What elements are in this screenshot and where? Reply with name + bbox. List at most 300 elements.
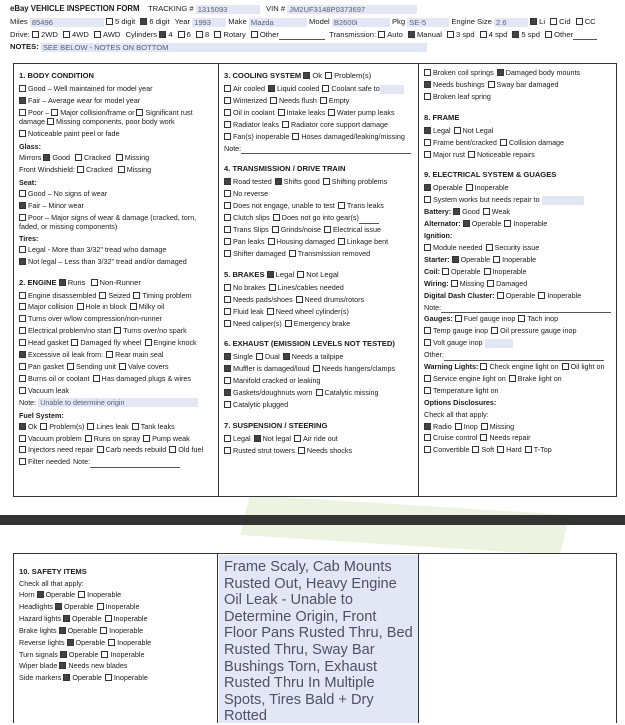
make-label: Make (228, 17, 247, 26)
radiator-leaks-checkbox[interactable] (224, 121, 231, 128)
cooling-ok-checkbox[interactable] (303, 72, 310, 79)
rusted-towers-checkbox[interactable] (224, 447, 231, 454)
frame-bent-label: Frame bent/cracked (433, 137, 497, 147)
column-frame-electrical (418, 64, 616, 496)
lines-cables-label: Lines/cables needed (277, 282, 344, 292)
radiator-support-label: Radiator core support damage (290, 119, 389, 129)
oil-light-checkbox[interactable] (562, 363, 569, 370)
wiring-missing-label: Missing (459, 278, 485, 288)
tracking-field[interactable]: 1315093 (196, 5, 260, 14)
hoses-checkbox[interactable] (292, 133, 299, 140)
exhaust-single-checkbox[interactable] (224, 353, 231, 360)
brakes-legal-checkbox[interactable] (267, 271, 274, 278)
brake-lights-operable-checkbox[interactable] (59, 627, 66, 634)
needs-drums-label: Need drums/rotors (304, 294, 365, 304)
engine-title: 2. ENGINE (19, 277, 57, 287)
old-fuel-checkbox[interactable] (169, 446, 176, 453)
trans-electrical-checkbox[interactable] (324, 226, 331, 233)
radio-label: Radio (433, 421, 452, 431)
year-label: Year (174, 17, 190, 26)
side-markers-label: Side markers (19, 673, 62, 683)
filter-needed-checkbox[interactable] (19, 458, 26, 465)
road-tested-label: Road tested (233, 177, 272, 187)
security-issue-checkbox[interactable] (486, 244, 493, 251)
horn-label: Horn (19, 590, 35, 599)
no-brakes-checkbox[interactable] (224, 284, 231, 291)
suspension-legal-checkbox[interactable] (224, 435, 231, 442)
body-good-checkbox[interactable] (19, 85, 26, 92)
volt-gauge-checkbox[interactable] (424, 339, 431, 346)
turn-operable-label: Operable (68, 649, 99, 659)
mirrors-cracked-checkbox[interactable] (75, 154, 82, 161)
manifold-label: Manifold cracked or leaking (233, 376, 321, 386)
engine-nonrunner-label: Non-Runner (99, 277, 141, 287)
needs-flush-checkbox[interactable] (270, 97, 277, 104)
ignition-label: Ignition: (424, 231, 453, 241)
shifts-good-checkbox[interactable] (275, 178, 282, 185)
trans-other-checkbox[interactable] (545, 31, 552, 38)
oil-pressure-checkbox[interactable] (491, 327, 498, 334)
fuel-problems-checkbox[interactable] (40, 423, 47, 430)
trans-slips-checkbox[interactable] (224, 226, 231, 233)
housing-damaged-checkbox[interactable] (268, 238, 275, 245)
tires-notlegal-label: Not legal – Less than 3/32" tread and/or damaged (28, 256, 187, 266)
brake-lights-inoperable-label: Inoperable (109, 625, 144, 635)
needs-hangers-checkbox[interactable] (313, 365, 320, 372)
engine-knock-checkbox[interactable] (145, 339, 152, 346)
catalytic-plugged-checkbox[interactable] (224, 401, 231, 408)
oil-leak-checkbox[interactable] (19, 351, 26, 358)
no-reverse-label: No reverse (233, 189, 269, 199)
wiring-missing-checkbox[interactable] (451, 280, 458, 287)
seized-checkbox[interactable] (99, 292, 106, 299)
hazard-operable-checkbox[interactable] (63, 615, 70, 622)
mirrors-good-checkbox[interactable] (43, 154, 50, 161)
tach-inop-checkbox[interactable] (518, 315, 525, 322)
needs-pads-checkbox[interactable] (224, 296, 231, 303)
brake-lights-inoperable-checkbox[interactable] (100, 627, 107, 634)
drive-awd-checkbox[interactable] (94, 31, 101, 38)
windshield-cracked-checkbox[interactable] (77, 166, 84, 173)
seat-fair-label: Fair – Minor wear (28, 200, 84, 210)
horn-operable-label: Operable (45, 590, 76, 599)
need-caliper-label: Need caliper(s) (233, 318, 282, 328)
broken-coil-checkbox[interactable] (424, 69, 431, 76)
broken-leaf-checkbox[interactable] (424, 93, 431, 100)
lines-cables-checkbox[interactable] (269, 284, 276, 291)
body-poor-row (19, 108, 213, 127)
head-gasket-label: Head gasket (28, 338, 69, 348)
liquid-cooled-checkbox[interactable] (268, 85, 275, 92)
alternator-inoperable-checkbox[interactable] (504, 220, 511, 227)
side-markers-operable-label: Operable (72, 673, 102, 683)
significant-rust-checkbox[interactable] (136, 109, 143, 116)
engine-note-field[interactable]: Unable to determine origin (38, 398, 198, 407)
need-caliper-checkbox[interactable] (224, 320, 231, 327)
emergency-brake-label: Emergency brake (293, 318, 351, 328)
trans-5spd-checkbox[interactable] (512, 31, 519, 38)
winterized-checkbox[interactable] (224, 97, 231, 104)
safety-check-all-label: Check all that apply: (19, 579, 84, 588)
air-ride-checkbox[interactable] (294, 435, 301, 442)
horn-inoperable-label: Inoperable (87, 590, 122, 599)
suspension-title: 7. SUSPENSION / STEERING (224, 420, 328, 430)
pkg-field[interactable]: SE-5 (407, 18, 449, 27)
module-needed-checkbox[interactable] (424, 244, 431, 251)
electrical-inoperable-checkbox[interactable] (466, 184, 473, 191)
significant-rust-label: Significant rust (145, 107, 193, 117)
wiring-damaged-checkbox[interactable] (487, 280, 494, 287)
muffler-checkbox[interactable] (224, 365, 231, 372)
coolant-empty-checkbox[interactable] (320, 97, 327, 104)
works-repair-checkbox[interactable] (424, 196, 431, 203)
works-repair-field[interactable] (542, 196, 584, 205)
seat-poor-checkbox[interactable] (19, 214, 26, 221)
wiper-label: Wiper blade (19, 661, 58, 671)
trans-electrical-label: Electrical issue (333, 225, 381, 235)
collision-damage-label: Collision damage (508, 137, 565, 147)
water-pump-checkbox[interactable] (328, 109, 335, 116)
frame-legal-checkbox[interactable] (424, 127, 431, 134)
cyl-4-label: 4 (168, 30, 173, 39)
exhaust-single-label: Single (233, 352, 253, 362)
safety-items-column (14, 554, 218, 723)
frame-notlegal-checkbox[interactable] (454, 127, 461, 134)
cyl-6-checkbox[interactable] (178, 31, 185, 38)
starter-inoperable-label: Inoperable (502, 254, 537, 264)
windshield-missing-label: Missing (126, 164, 152, 174)
turn-inoperable-checkbox[interactable] (101, 651, 108, 658)
damage-label: damage (19, 117, 45, 127)
injectors-checkbox[interactable] (19, 446, 26, 453)
horn-inoperable-checkbox[interactable] (78, 591, 85, 598)
intake-leaks-checkbox[interactable] (278, 109, 285, 116)
electrical-inoperable-label: Inoperable (474, 183, 509, 193)
hard-top-label: Hard (506, 445, 522, 455)
fuel-ok-checkbox[interactable] (19, 423, 26, 430)
cooling-title: 3. COOLING SYSTEM (224, 71, 302, 80)
frame-notlegal-label: Not Legal (462, 125, 494, 135)
horn-operable-checkbox[interactable] (37, 591, 44, 598)
turns-no-spark-checkbox[interactable] (114, 327, 121, 334)
cruise-checkbox[interactable] (424, 434, 431, 441)
li-checkbox[interactable] (530, 18, 537, 25)
manifold-checkbox[interactable] (224, 377, 231, 384)
radio-inop-label: Inop (463, 421, 478, 431)
pump-weak-checkbox[interactable] (143, 435, 150, 442)
valve-covers-label: Valve covers (127, 361, 169, 371)
brake-light-checkbox[interactable] (509, 375, 516, 382)
trans-5spd-label: 5 spd (521, 30, 540, 39)
brakes-notlegal-checkbox[interactable] (297, 271, 304, 278)
convertible-checkbox[interactable] (424, 446, 431, 453)
battery-weak-checkbox[interactable] (483, 208, 490, 215)
cid-label: Cid (559, 17, 571, 26)
cyl-8-label: 8 (205, 30, 210, 39)
radiator-support-checkbox[interactable] (282, 121, 289, 128)
side-markers-operable-checkbox[interactable] (63, 674, 70, 681)
cruise-label: Cruise control (433, 433, 478, 443)
air-cooled-checkbox[interactable] (224, 85, 231, 92)
page-separator (0, 515, 625, 525)
valve-covers-checkbox[interactable] (119, 363, 126, 370)
noticeable-repairs-checkbox[interactable] (468, 151, 475, 158)
major-collision-frame-checkbox[interactable] (51, 109, 58, 116)
engine-major-collision-checkbox[interactable] (19, 303, 26, 310)
cyl-4-checkbox[interactable] (159, 31, 166, 38)
rotary-label: Rotary (223, 30, 246, 39)
seat-fair-checkbox[interactable] (19, 202, 26, 209)
cooling-note-label: Note: (224, 143, 242, 153)
runs-on-spray-label: Runs on spray (93, 433, 141, 443)
suspension-notlegal-checkbox[interactable] (254, 435, 261, 442)
fluid-leak-checkbox[interactable] (224, 308, 231, 315)
no-gear-checkbox[interactable] (273, 214, 280, 221)
frame-legal-label: Legal (433, 125, 451, 135)
form-header-row-3 (10, 30, 597, 40)
catalytic-missing-checkbox[interactable] (316, 389, 323, 396)
cruise-repair-checkbox[interactable] (480, 434, 487, 441)
rear-main-seal-checkbox[interactable] (106, 351, 113, 358)
coil-operable-label: Operable (450, 266, 481, 276)
miles-label: Miles (10, 17, 28, 26)
clutch-slips-checkbox[interactable] (224, 214, 231, 221)
catalytic-plugged-label: Catalytic plugged (233, 400, 289, 410)
damaged-plugs-checkbox[interactable] (93, 375, 100, 382)
no-engage-checkbox[interactable] (224, 202, 231, 209)
transmission-title: 4. TRANSMISSION / DRIVE TRAIN (224, 164, 346, 174)
shifter-damaged-checkbox[interactable] (224, 250, 231, 257)
trans-removed-checkbox[interactable] (289, 250, 296, 257)
rotary-checkbox[interactable] (214, 31, 221, 38)
engine-runs-checkbox[interactable] (59, 279, 66, 286)
make-field[interactable]: Mazda (249, 18, 307, 27)
lines-leak-label: Lines leak (96, 421, 129, 431)
runs-on-spray-checkbox[interactable] (85, 435, 92, 442)
battery-good-checkbox[interactable] (453, 208, 460, 215)
sending-unit-label: Sending unit (75, 361, 116, 371)
miles-field[interactable]: 85496 (30, 18, 104, 27)
radiator-leaks-label: Radiator leaks (233, 119, 279, 129)
coolant-safe-field[interactable] (380, 85, 404, 94)
mirrors-missing-checkbox[interactable] (116, 154, 123, 161)
options-label: Options Disclosures: (424, 397, 497, 407)
ttop-checkbox[interactable] (525, 446, 532, 453)
needs-drums-checkbox[interactable] (296, 296, 303, 303)
sending-unit-checkbox[interactable] (67, 363, 74, 370)
electrical-operable-checkbox[interactable] (424, 184, 431, 191)
shifting-problems-checkbox[interactable] (323, 178, 330, 185)
headlights-inoperable-label: Inoperable (105, 601, 140, 611)
linkage-bent-checkbox[interactable] (338, 238, 345, 245)
turn-operable-checkbox[interactable] (60, 651, 67, 658)
volt-gauge-field[interactable] (485, 339, 513, 348)
missing-components-label: Missing components, poor body work (55, 117, 175, 127)
no-engage-label: Does not engage, unable to test (233, 201, 335, 211)
lines-leak-checkbox[interactable] (87, 423, 94, 430)
liquid-cooled-label: Liquid cooled (276, 84, 320, 93)
coil-inoperable-checkbox[interactable] (484, 268, 491, 275)
needs-tailpipe-checkbox[interactable] (283, 353, 290, 360)
electrical-nostart-checkbox[interactable] (19, 327, 26, 334)
grinds-label: Grinds/noise (280, 225, 322, 235)
six-digit-checkbox[interactable] (140, 18, 147, 25)
damaged-flywheel-checkbox[interactable] (71, 339, 78, 346)
inspection-notes-field[interactable]: Frame Scaly, Cab Mounts Rusted Out, Heavy Engine Oil Leak - Unable to Determine Origin, Front Floor Pans Rusted Thru, Bed Rusted Thru, Sway Bar Bushings Torn, Exhaust Rusted Thru In Multiple Spots, Tires Bald + Dry Rotted (219, 555, 418, 723)
radio-inop-checkbox[interactable] (455, 423, 462, 430)
hazard-inoperable-label: Inoperable (113, 613, 148, 623)
shifting-problems-label: Shifting problems (331, 177, 388, 187)
body-poor-checkbox[interactable] (19, 109, 26, 116)
dash-operable-checkbox[interactable] (497, 292, 504, 299)
missing-components-checkbox[interactable] (47, 118, 54, 125)
oil-pressure-label: Oil pressure gauge inop (500, 326, 577, 336)
engine-knock-label: Engine knock (153, 338, 197, 348)
brakes-title: 5. BRAKES (224, 269, 265, 279)
reverse-operable-label: Operable (75, 637, 106, 647)
fans-inop-checkbox[interactable] (224, 133, 231, 140)
engine-nonrunner-checkbox[interactable] (91, 279, 98, 286)
service-engine-checkbox[interactable] (424, 375, 431, 382)
radio-missing-checkbox[interactable] (481, 423, 488, 430)
alternator-operable-checkbox[interactable] (463, 220, 470, 227)
reverse-operable-checkbox[interactable] (67, 639, 74, 646)
dash-inoperable-label: Inoperable (547, 290, 582, 300)
rear-main-seal-label: Rear main seal (115, 350, 164, 360)
no-reverse-checkbox[interactable] (224, 190, 231, 197)
air-ride-label: Air ride out (302, 433, 338, 443)
drive-4wd-checkbox[interactable] (63, 31, 70, 38)
sway-bar-checkbox[interactable] (488, 81, 495, 88)
trans-leaks-checkbox[interactable] (338, 202, 345, 209)
road-tested-checkbox[interactable] (224, 178, 231, 185)
tank-leaks-checkbox[interactable] (132, 423, 139, 430)
drive-4wd-label: 4WD (71, 30, 89, 39)
brakes-legal-label: Legal (275, 269, 295, 279)
vacuum-leak-checkbox[interactable] (19, 387, 26, 394)
cruise-repair-label: Needs repair (489, 433, 531, 443)
temperature-light-checkbox[interactable] (424, 387, 431, 394)
temp-gauge-checkbox[interactable] (424, 327, 431, 334)
trans-3spd-checkbox[interactable] (447, 31, 454, 38)
hole-block-checkbox[interactable] (77, 303, 84, 310)
major-rust-checkbox[interactable] (424, 151, 431, 158)
oil-light-label: Oil light on (570, 362, 605, 372)
temperature-light-label: Temperature light on (433, 385, 499, 395)
check-engine-checkbox[interactable] (480, 363, 487, 370)
notes-field[interactable]: SEE BELOW - NOTES ON BOTTOM (41, 43, 427, 52)
trans-manual-checkbox[interactable] (408, 31, 415, 38)
cc-checkbox[interactable] (576, 18, 583, 25)
engine-size-field[interactable]: 2.6 (494, 18, 528, 27)
radio-checkbox[interactable] (424, 423, 431, 430)
soft-top-checkbox[interactable] (472, 446, 479, 453)
starter-inoperable-checkbox[interactable] (493, 256, 500, 263)
catalytic-missing-label: Catalytic missing (324, 388, 379, 398)
burns-oil-checkbox[interactable] (19, 375, 26, 382)
disassembled-checkbox[interactable] (19, 292, 26, 299)
wiper-blades-checkbox[interactable] (59, 662, 66, 669)
oil-in-coolant-checkbox[interactable] (224, 109, 231, 116)
vacuum-problem-checkbox[interactable] (19, 435, 26, 442)
hazard-inoperable-checkbox[interactable] (105, 615, 112, 622)
seat-good-checkbox[interactable] (19, 190, 26, 197)
pan-gasket-checkbox[interactable] (19, 363, 26, 370)
coolant-safe-checkbox[interactable] (322, 85, 329, 92)
service-engine-label: Service engine light on (433, 373, 506, 383)
frame-bent-checkbox[interactable] (424, 139, 431, 146)
paint-peel-checkbox[interactable] (19, 130, 26, 137)
no-brakes-label: No brakes (233, 282, 266, 292)
exhaust-dual-checkbox[interactable] (256, 353, 263, 360)
milky-oil-checkbox[interactable] (130, 303, 137, 310)
electrical-nostart-label: Electrical problem/no start (28, 326, 112, 336)
grinds-checkbox[interactable] (272, 226, 279, 233)
dash-inoperable-checkbox[interactable] (538, 292, 545, 299)
tires-notlegal-checkbox[interactable] (19, 258, 26, 265)
windshield-missing-checkbox[interactable] (118, 166, 125, 173)
cid-checkbox[interactable] (550, 18, 557, 25)
five-digit-checkbox[interactable] (106, 18, 113, 25)
trans-4spd-checkbox[interactable] (480, 31, 487, 38)
emergency-brake-checkbox[interactable] (285, 320, 292, 327)
coil-operable-checkbox[interactable] (442, 268, 449, 275)
cyl-8-checkbox[interactable] (196, 31, 203, 38)
damaged-mounts-checkbox[interactable] (497, 69, 504, 76)
cooling-problems-checkbox[interactable] (325, 72, 332, 79)
year-field[interactable]: 1993 (192, 18, 226, 27)
gaskets-label: Gaskets/doughnuts worn (233, 388, 313, 398)
reverse-inoperable-checkbox[interactable] (108, 639, 115, 646)
cooling-problems-label: Problem(s) (334, 71, 372, 80)
headlights-operable-checkbox[interactable] (55, 603, 62, 610)
trans-4spd-label: 4 spd (488, 30, 508, 39)
needs-shocks-checkbox[interactable] (298, 447, 305, 454)
timing-label: Timing problem (142, 290, 192, 300)
works-repair-label: System works but needs repair to (433, 195, 540, 205)
starter-operable-checkbox[interactable] (452, 256, 459, 263)
headlights-inoperable-checkbox[interactable] (97, 603, 104, 610)
filter-needed-label: Filter needed (28, 457, 70, 467)
starter-label: Starter: (424, 254, 450, 264)
other-cyl-checkbox[interactable] (251, 31, 258, 38)
pan-leaks-checkbox[interactable] (224, 238, 231, 245)
turns-over-low-checkbox[interactable] (19, 315, 26, 322)
head-gasket-checkbox[interactable] (19, 339, 26, 346)
vin-field[interactable]: JM2UF3148P0373697 (287, 5, 417, 14)
model-field[interactable]: B2600i (332, 18, 390, 27)
timing-checkbox[interactable] (133, 292, 140, 299)
hard-top-checkbox[interactable] (497, 446, 504, 453)
collision-damage-checkbox[interactable] (500, 139, 507, 146)
tires-legal-checkbox[interactable] (19, 246, 26, 253)
trans-auto-checkbox[interactable] (378, 31, 385, 38)
side-markers-inoperable-checkbox[interactable] (105, 674, 112, 681)
drive-2wd-checkbox[interactable] (32, 31, 39, 38)
wheel-cyl-checkbox[interactable] (267, 308, 274, 315)
carb-rebuild-checkbox[interactable] (97, 446, 104, 453)
fuel-gauge-checkbox[interactable] (455, 315, 462, 322)
wiring-label: Wiring: (424, 278, 449, 288)
needs-bushings-checkbox[interactable] (424, 81, 431, 88)
pkg-label: Pkg (391, 17, 406, 26)
body-fair-checkbox[interactable] (19, 97, 26, 104)
model-label: Model (309, 17, 330, 26)
gaskets-checkbox[interactable] (224, 389, 231, 396)
cc-label: CC (584, 17, 596, 26)
fuel-ok-label: Ok (28, 421, 38, 431)
form-header-row-2 (10, 17, 596, 27)
